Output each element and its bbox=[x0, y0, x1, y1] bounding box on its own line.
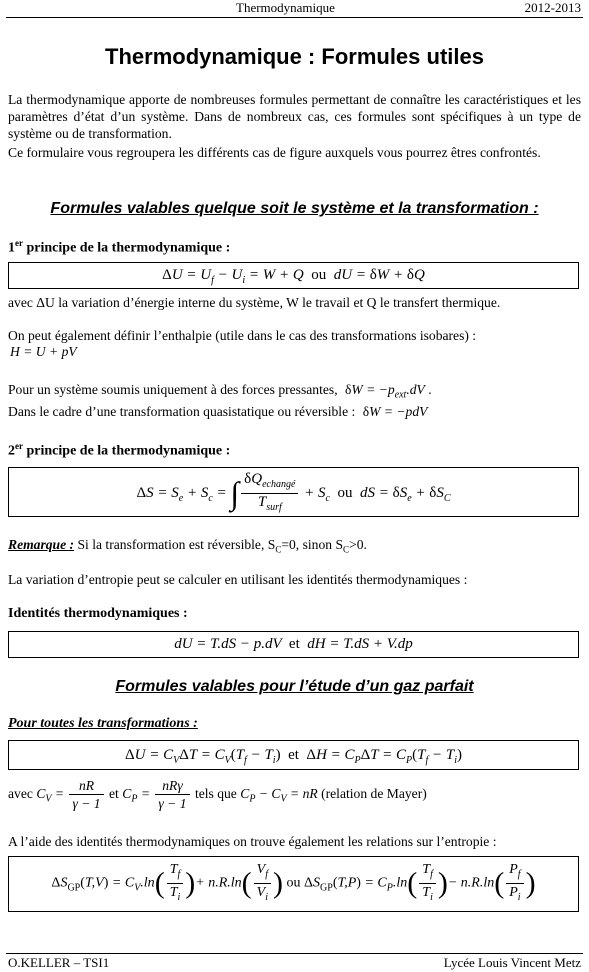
ordinal-suffix: er bbox=[15, 238, 23, 248]
footer-school: Lycée Louis Vincent Metz bbox=[443, 955, 581, 970]
remark-sub: C bbox=[275, 544, 282, 555]
quasistatic-text: Dans le cadre d’une transformation quasistatique ou réversible : bbox=[8, 404, 356, 419]
remark-text: Si la transformation est réversible, S bbox=[77, 537, 276, 552]
intro-paragraph-1: La thermodynamique apporte de nombreuses formules permettant de connaître les caractéristiques et les paramètres d’état d’un système. Dans de nombreux cas, ces formules sont spécifiques à un type de système ou de transformation. bbox=[8, 92, 581, 141]
remark-text-mid: =0, sinon S bbox=[281, 537, 344, 552]
remark-label: Remarque : bbox=[8, 537, 75, 552]
second-principle-label bbox=[8, 441, 230, 460]
footer-divider bbox=[6, 953, 583, 954]
word-tels-que: tels que bbox=[194, 786, 237, 801]
mayer-label: (relation de Mayer) bbox=[321, 786, 427, 801]
ideal-gas-energy-box: $\Delta U = C_V\Delta T = C_V(T_f - T_i)$ et $\Delta H = C_P\Delta T = C_P(T_f - T_i)$ bbox=[8, 740, 579, 770]
intro-paragraph-2: Ce formulaire vous regroupera les différents cas de figure auxquels vous pourrez êtres confrontés. bbox=[8, 145, 541, 160]
pressure-forces-text: Pour un système soumis uniquement à des forces pressantes, bbox=[8, 382, 338, 397]
entropy-text: La variation d’entropie peut se calculer en utilisant les identités thermodynamiques : bbox=[8, 572, 468, 587]
first-principle-formula-box: $\Delta U = U_f - U_i = W + Q$ ou dU = δW + δQ bbox=[8, 262, 579, 289]
header-year: 2012-2013 bbox=[524, 0, 581, 15]
first-principle-label bbox=[8, 238, 230, 257]
word-ou: ou bbox=[286, 875, 301, 891]
cv-formula: $C_V$ = $\frac{nR}{\gamma - 1}$ bbox=[36, 786, 105, 801]
identities-label: Identités thermodynamiques : bbox=[8, 606, 188, 621]
quasistatic-line bbox=[8, 404, 427, 420]
enthalpy-text: On peut également définir l’enthalpie (utile dans le cas des transformations isobares) : bbox=[8, 328, 477, 343]
ideal-gas-entropy-box: $\Delta S_{GP}(T,V) = C_V.\ln$( $\frac{T_f}{T_i}$ )+ n.R.ln( $\frac{V_f}{V_i}$ ) ou $\Delta S_{GP}(T,P) = C_P.\ln$( $\frac{T_f}{T_i}$ )− n.R.ln( $\frac{P_f}{P_i}$ ) bbox=[8, 856, 579, 912]
mayer-formula: $C_P - C_V$ = nR bbox=[240, 786, 318, 805]
cp-formula: $C_P$ = $\frac{\text{nRγ}}{\gamma - 1}$ bbox=[122, 786, 191, 801]
ordinal-suffix: er bbox=[15, 441, 23, 451]
entropy-relations-text: A l’aide des identités thermodynamiques on trouve également les relations sur l’entropie : bbox=[8, 834, 497, 849]
header-title: Thermodynamique bbox=[236, 0, 335, 15]
word-et: et bbox=[109, 786, 119, 801]
word-et: et bbox=[288, 747, 299, 763]
pressure-forces-line: Pour un système soumis uniquement à des forces pressantes, $\delta W = -p_{ext}.dV$ . bbox=[8, 382, 432, 401]
heat-capacity-line bbox=[8, 775, 427, 819]
header-divider bbox=[6, 17, 583, 18]
all-transformations-label: Pour toutes les transformations : bbox=[8, 716, 198, 731]
word-ou: ou bbox=[311, 267, 327, 283]
enthalpy-formula: H = U + pV bbox=[10, 344, 77, 359]
remark-text-end: >0. bbox=[349, 537, 367, 552]
work-pressure-formula: $\delta W = -p_{ext}.dV$ bbox=[345, 382, 425, 401]
page-title: Thermodynamique : Formules utiles bbox=[105, 44, 484, 69]
second-principle-formula-box: $\Delta S = S_e + S_c$ = ∫ $\frac{\delta Q_{echangé}}{T_{surf}}$ + $S_c$ ou dS = $\delta S_e + \delta S_C$ bbox=[8, 467, 579, 517]
first-principle-explanation: avec ΔU la variation d’énergie interne du système, W le travail et Q le transfert thermique. bbox=[8, 295, 501, 310]
word-et: et bbox=[288, 636, 300, 652]
ordinal-number: 2 bbox=[8, 443, 15, 459]
footer-author: O.KELLER – TSI1 bbox=[8, 955, 110, 970]
word-ou: ou bbox=[337, 484, 353, 501]
ordinal-number: 1 bbox=[8, 240, 15, 256]
identities-formula-box: dU = T.dS − p.dV et dH = T.dS + V.dp bbox=[8, 631, 579, 658]
remark-sub: C bbox=[343, 544, 350, 555]
work-quasistatic-formula: δW = −pdV bbox=[362, 404, 428, 419]
section-heading-general: Formules valables quelque soit le système et la transformation : bbox=[50, 200, 539, 217]
word-avec: avec bbox=[8, 786, 33, 801]
remark-line bbox=[8, 537, 367, 555]
first-principle-text: principe de la thermodynamique : bbox=[26, 240, 231, 256]
section-heading-ideal-gas: Formules valables pour l’étude d’un gaz parfait bbox=[115, 678, 474, 695]
second-principle-text: principe de la thermodynamique : bbox=[26, 443, 231, 459]
